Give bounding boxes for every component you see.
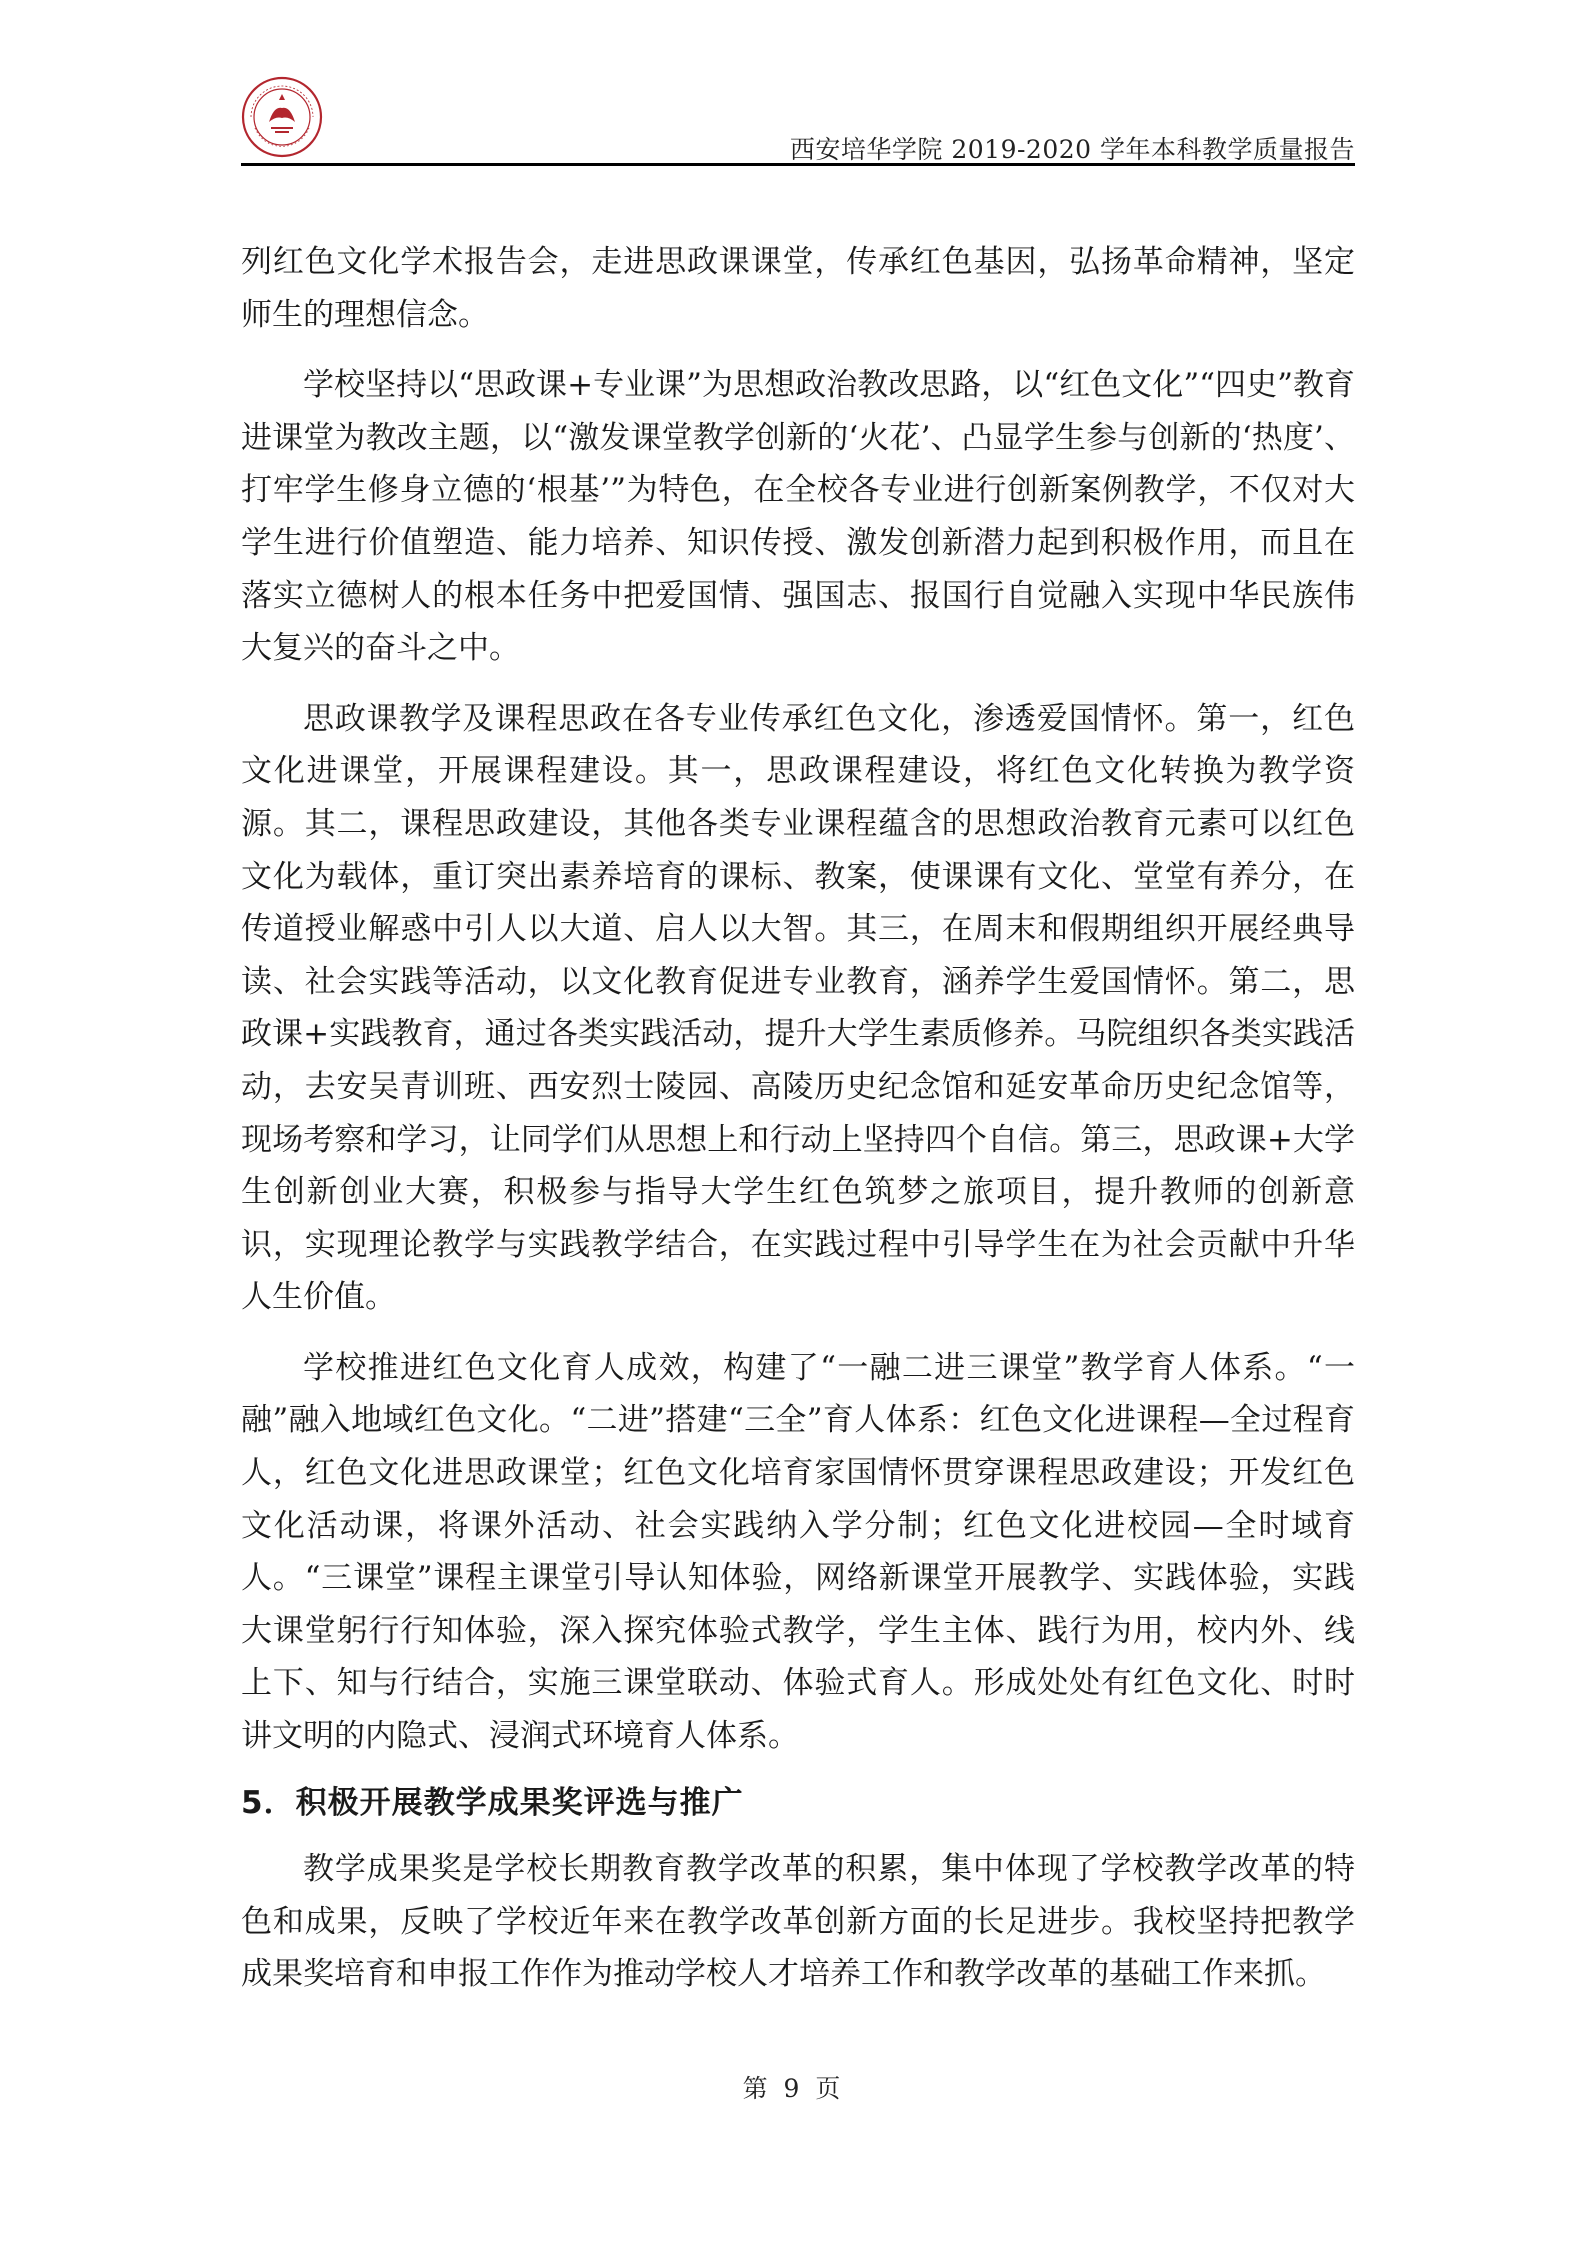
paragraph-2: 学校坚持以“思政课+专业课”为思想政治教改思路，以“红色文化”“四史”教育进课堂为教改主题，以“激发课堂教学创新的‘火花’、凸显学生参与创新的‘热度’、打牢学生修身立德的‘根基’”为特色，在全校各专业进行创新案例教学，不仅对大学生进行价值塑造、能力培养、知识传授、激发创新潜力起到积极作用，而且在落实立德树人的根本任务中把爱国情、强国志、报国行自觉融入实现中华民族伟大复兴的奋斗之中。 xyxy=(241,367,1355,667)
university-logo-seal xyxy=(241,76,323,158)
section-heading: 5．积极开展教学成果奖评选与推广 xyxy=(241,1784,744,1821)
paragraph-4: 学校推进红色文化育人成效，构建了“一融二进三课堂”教学育人体系。“一融”融入地域红色文化。“二进”搭建“三全”育人体系：红色文化进课程—全过程育人，红色文化进思政课堂；红色文化培育家国情怀贯穿课程思政建设；开发红色文化活动课，将课外活动、社会实践纳入学分制；红色文化进校园—全时域育人。“三课堂”课程主课堂引导认知体验，网络新课堂开展教学、实践体验，实践大课堂躬行行知体验，深入探究体验式教学，学生主体、践行为用，校内外、线上下、知与行结合，实施三课堂联动、体验式育人。形成处处有红色文化、时时讲文明的内隐式、浸润式环境育人体系。 xyxy=(241,1349,1355,1755)
paragraph-1-continued: 列红色文化学术报告会，走进思政课课堂，传承红色基因，弘扬革命精神，坚定师生的理想信念。 xyxy=(241,244,1355,333)
header-title: 西安培华学院 2019-2020 学年本科教学质量报告 xyxy=(789,135,1355,164)
header-divider xyxy=(241,163,1355,166)
paragraph-3: 思政课教学及课程思政在各专业传承红色文化，渗透爱国情怀。第一，红色文化进课堂，开展课程建设。其一，思政课程建设，将红色文化转换为教学资源。其二，课程思政建设，其他各类专业课程蕴含的思想政治教育元素可以红色文化为载体，重订突出素养培育的课标、教案，使课课有文化、堂堂有养分，在传道授业解惑中引人以大道、启人以大智。其三，在周末和假期组织开展经典导读、社会实践等活动，以文化教育促进专业教育，涵养学生爱国情怀。第二，思政课+实践教育，通过各类实践活动，提升大学生素质修养。马院组织各类实践活动，去安吴青训班、西安烈士陵园、高陵历史纪念馆和延安革命历史纪念馆等，现场考察和学习，让同学们从思想上和行动上坚持四个自信。第三，思政课+大学生创新创业大赛，积极参与指导大学生红色筑梦之旅项目，提升教师的创新意识，实现理论教学与实践教学结合，在实践过程中引导学生在为社会贡献中升华人生价值。 xyxy=(241,700,1355,1316)
paragraph-5: 教学成果奖是学校长期教育教学改革的积累，集中体现了学校教学改革的特色和成果，反映了学校近年来在教学改革创新方面的长足进步。我校坚持把教学成果奖培育和申报工作作为推动学校人才培养工作和教学改革的基础工作来抓。 xyxy=(241,1851,1355,1993)
page-content xyxy=(241,236,1355,2001)
page-number: 第 9 页 xyxy=(742,2074,845,2103)
